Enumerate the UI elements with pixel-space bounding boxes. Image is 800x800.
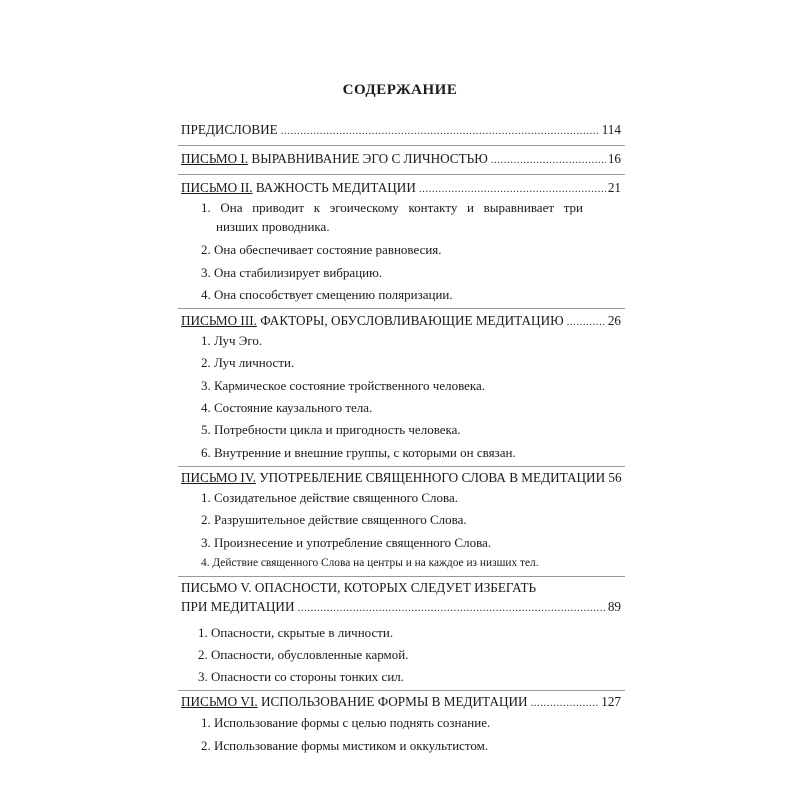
letter-number: ПИСЬМО IV. bbox=[181, 470, 256, 485]
divider bbox=[178, 145, 625, 146]
list-item: 4. Она способствует смещению поляризации. bbox=[201, 287, 453, 302]
list-item: 2. Она обеспечивает состояние равновесия. bbox=[201, 242, 442, 257]
letter-title: ОПАСНОСТИ, КОТОРЫХ СЛЕДУЕТ ИЗБЕГАТЬ bbox=[254, 580, 537, 595]
list-item: 2. Разрушительное действие священного Слова. bbox=[201, 512, 467, 527]
letter-number: ПИСЬМО V. bbox=[181, 580, 252, 595]
entry-page: 16 bbox=[607, 151, 621, 166]
letter-number: ПИСЬМО II. bbox=[181, 180, 253, 195]
list-item: 3. Кармическое состояние тройственного человека. bbox=[201, 378, 486, 393]
letter-title: ИСПОЛЬЗОВАНИЕ ФОРМЫ В МЕДИТАЦИИ bbox=[260, 694, 528, 709]
entry-page: 26 bbox=[607, 313, 621, 328]
entry-page: 21 bbox=[607, 180, 621, 195]
leader-dots bbox=[297, 602, 605, 614]
list-item: 1. Опасности, скрытые в личности. bbox=[198, 625, 394, 640]
list-item: 1. Она приводит к эгоическому контакту и выравнивает три bbox=[201, 200, 583, 215]
list-item: 6. Внутренние и внешние группы, с которыми он связан. bbox=[201, 445, 516, 460]
divider bbox=[178, 576, 625, 577]
leader-dots bbox=[281, 125, 600, 137]
leader-dots bbox=[567, 316, 606, 328]
letter-number: ПИСЬМО III. bbox=[181, 313, 257, 328]
toc-entry-letter-4 bbox=[181, 470, 621, 490]
toc-entry-letter-1 bbox=[181, 151, 621, 171]
entry-label: ПРЕДИСЛОВИЕ bbox=[181, 122, 278, 137]
letter-title: ВЫРАВНИВАНИЕ ЭГО С ЛИЧНОСТЬЮ bbox=[251, 151, 488, 166]
letter-number: ПИСЬМО VI. bbox=[181, 694, 258, 709]
letter-title: УПОТРЕБЛЕНИЕ СВЯЩЕННОГО СЛОВА В МЕДИТАЦИИ bbox=[259, 470, 606, 485]
list-item: 2. Опасности, обусловленные кармой. bbox=[198, 647, 409, 662]
list-item: 1. Использование формы с целью поднять сознание. bbox=[201, 715, 491, 730]
toc-entry-letter-3 bbox=[181, 313, 621, 333]
list-item: 4. Состояние каузального тела. bbox=[201, 400, 373, 415]
letter-title: ВАЖНОСТЬ МЕДИТАЦИИ bbox=[255, 180, 416, 195]
list-item: 1. Луч Эго. bbox=[201, 333, 263, 348]
list-item: 2. Луч личности. bbox=[201, 355, 295, 370]
toc-entry-preface bbox=[181, 122, 621, 142]
list-item: 3. Опасности со стороны тонких сил. bbox=[198, 669, 405, 684]
letter-number: ПИСЬМО I. bbox=[181, 151, 249, 166]
toc-entry-letter-5-cont bbox=[181, 599, 621, 619]
letter-title: ФАКТОРЫ, ОБУСЛОВЛИВАЮЩИЕ МЕДИТАЦИЮ bbox=[260, 313, 564, 328]
letter-title-continuation: ПРИ МЕДИТАЦИИ bbox=[181, 599, 295, 614]
list-item: 3. Произнесение и употребление священного Слова. bbox=[201, 535, 492, 550]
entry-page: 89 bbox=[607, 599, 621, 614]
entry-page: 114 bbox=[601, 122, 621, 137]
list-item: 2. Использование формы мистиком и оккультистом. bbox=[201, 738, 489, 753]
toc-entry-letter-6 bbox=[181, 694, 621, 714]
list-item-continuation: низших проводника. bbox=[216, 219, 330, 234]
toc-entry-letter-5 bbox=[181, 580, 536, 596]
divider bbox=[178, 174, 625, 175]
page-title: СОДЕРЖАНИЕ bbox=[342, 82, 458, 98]
list-item: 3. Она стабилизирует вибрацию. bbox=[201, 265, 383, 280]
leader-dots bbox=[531, 697, 600, 709]
entry-page: 56 bbox=[608, 470, 622, 485]
entry-page: 127 bbox=[601, 694, 621, 709]
leader-dots bbox=[419, 183, 606, 195]
list-item: 4. Действие священного Слова на центры и на каждое из низших тел. bbox=[201, 557, 539, 569]
list-item: 1. Созидательное действие священного Слова. bbox=[201, 490, 459, 505]
list-item: 5. Потребности цикла и пригодность человека. bbox=[201, 422, 461, 437]
divider bbox=[178, 690, 625, 691]
leader-dots bbox=[491, 154, 606, 166]
divider bbox=[178, 308, 625, 309]
divider bbox=[178, 466, 625, 467]
toc-entry-letter-2 bbox=[181, 180, 621, 200]
